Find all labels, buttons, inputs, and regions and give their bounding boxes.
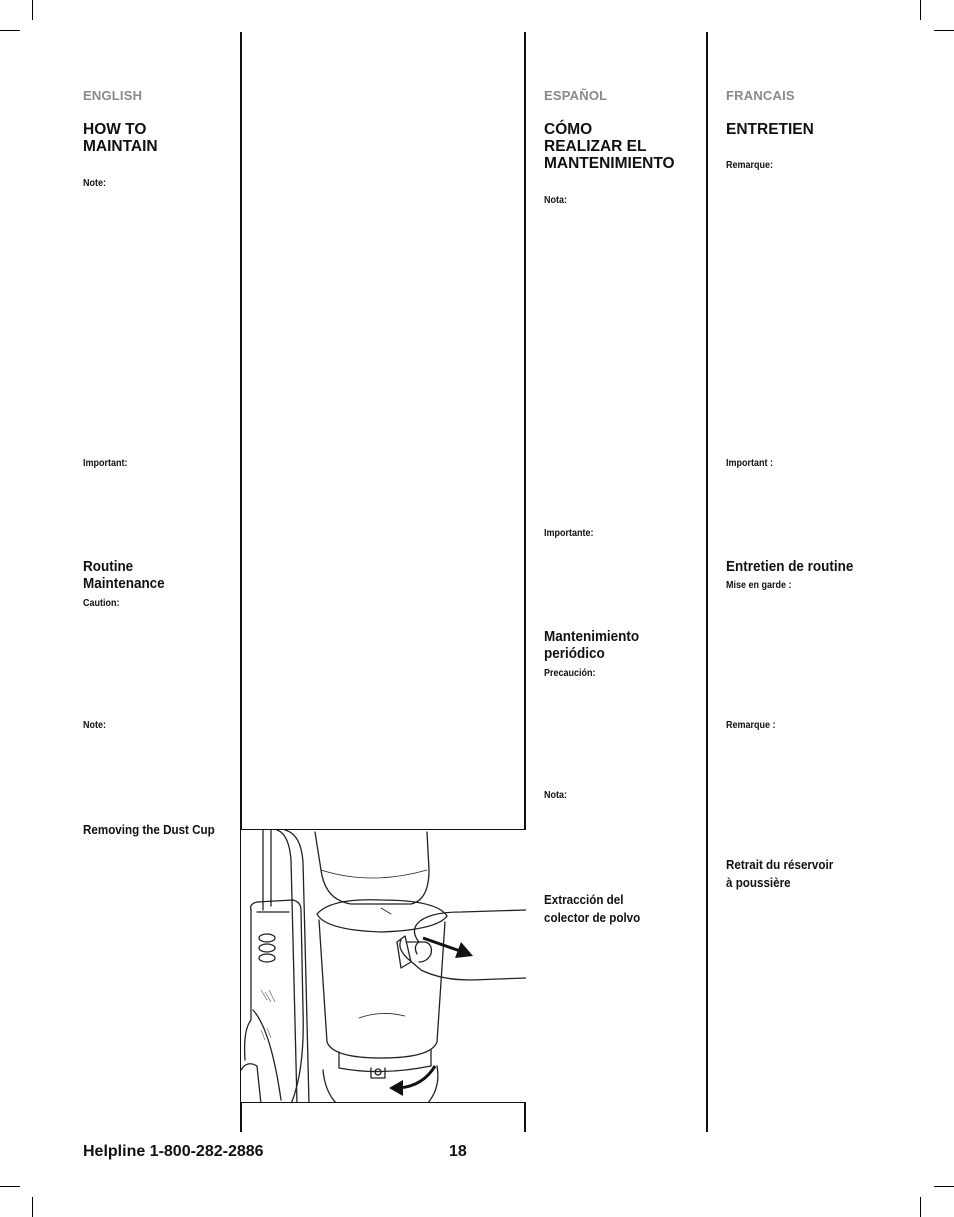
note-label: Remarque :: [726, 720, 776, 731]
note-label: Note:: [83, 178, 107, 189]
arrow-icon: [389, 1080, 403, 1096]
helpline-text: Helpline 1-800-282-2886: [83, 1143, 264, 1160]
crop-mark: [32, 1197, 33, 1217]
column-divider: [706, 32, 708, 1132]
language-label: ENGLISH: [83, 88, 143, 103]
removing-dust-cup-heading: Extracción del colector de polvo: [544, 893, 641, 925]
routine-maintenance-heading: Routine Maintenance: [83, 559, 165, 592]
dust-cup-removal-illustration: [241, 829, 526, 1103]
vacuum-drawing: [241, 830, 526, 1103]
routine-maintenance-heading: Mantenimiento periódico: [544, 629, 640, 662]
section-heading: CÓMO REALIZAR EL MANTENIMIENTO: [544, 121, 675, 172]
caution-label: Mise en garde :: [726, 580, 792, 591]
caution-label: Caution:: [83, 598, 120, 609]
removing-dust-cup-heading: Removing the Dust Cup: [83, 823, 215, 837]
page-number: 18: [449, 1143, 467, 1160]
caution-label: Precaución:: [544, 668, 596, 679]
crop-mark: [0, 30, 20, 31]
important-label: Important :: [726, 458, 773, 469]
crop-mark: [920, 1197, 921, 1217]
removing-dust-cup-heading: Retrait du réservoir à poussière: [726, 858, 834, 890]
note-label: Note:: [83, 720, 107, 731]
crop-mark: [934, 30, 954, 31]
section-heading: HOW TO MAINTAIN: [83, 121, 158, 155]
crop-mark: [32, 0, 33, 20]
important-label: Important:: [83, 458, 128, 469]
note-label: Nota:: [544, 790, 568, 801]
note-label: Remarque:: [726, 160, 774, 171]
routine-maintenance-heading: Entretien de routine: [726, 559, 854, 575]
crop-mark: [920, 0, 921, 20]
section-heading: ENTRETIEN: [726, 121, 814, 138]
crop-mark: [0, 1186, 20, 1187]
language-label: ESPAÑOL: [544, 88, 608, 103]
crop-mark: [934, 1186, 954, 1187]
important-label: Importante:: [544, 528, 594, 539]
note-label: Nota:: [544, 195, 568, 206]
language-label: FRANCAIS: [726, 88, 795, 103]
